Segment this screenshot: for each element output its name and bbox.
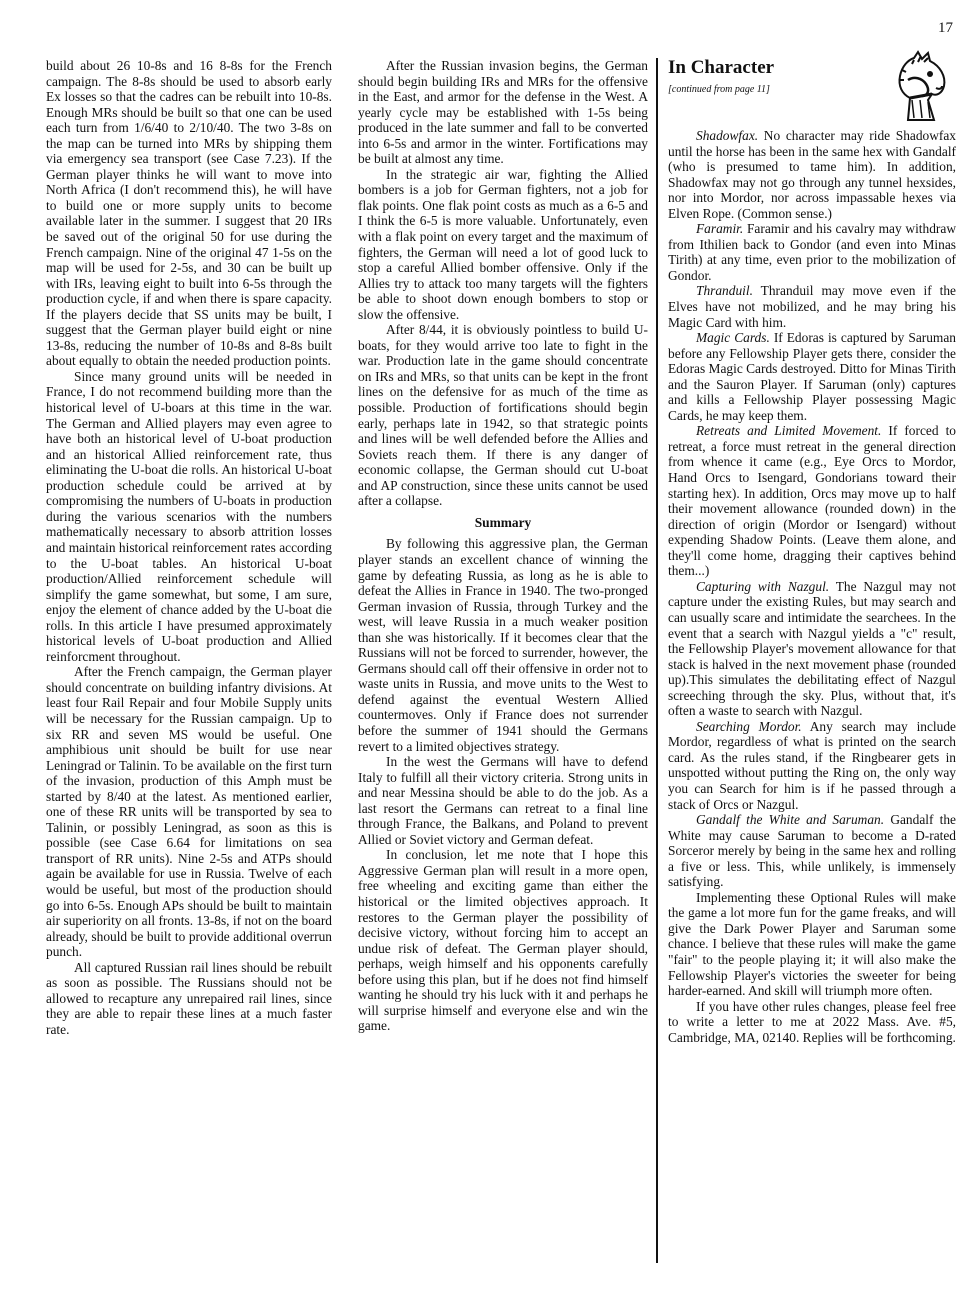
rule-lead: Capturing with Nazgul. [696,578,830,594]
rule-text: Any search may include Mordor, regardless of what is printed on the search card. As the rules stand, if the Ringbearer gets in unspotted without putting the Ring on, the only way you can Search for him is if he passed through a stack of Orcs or Nazgul. [668,718,956,812]
rule-lead: Faramir. [696,221,744,237]
paragraph: By following this aggressive plan, the German player stands an excellent chance of winning the game by defeating Russia, as long as he is able to defeat the Allies in France in 1940. The two-pronged German invasion of Russia, through Turkey and the west, will leave Russia in a much weaker position than she was historically. If it becomes clear that the Russians will not be forced to surrender, however, the Germans should call off their offensive in order not to waste units in Russia, and move units to the West to defend against the eventual Western Allied countermoves. Only if France does not surrender before the summer of 1941 should the Germans revert to a limited objectives strategy. [358,536,648,754]
paragraph [668,283,956,330]
paragraph: In the strategic air war, fighting the Allied bombers is a job for German fighters, not a job for flak points. One flak point costs as much as a 6-5 and I think the 6-5 is more valuable. Unfortunately, even with a flak point on every target and the maximum of fighters, the German will need a lot of good luck to stop a careful Allied bomber offensive. Only if the Allies try to attack too many targets will the fighters be able to shoot down enough bombers to stop or slow the offensive. [358,166,648,322]
rule-text: Thranduil may move even if the Elves have not mobilized, and he may bring his Magic Card with him. [668,283,956,330]
continued-note: [continued from page 11] [668,84,770,95]
paragraph [668,812,956,890]
section-heading: Summary [474,514,532,530]
rule-text: If Edoras is captured by Saruman before any Fellowship Player gets there, consider the Edoras Magic Cards destroyed. Ditto for Minas Tirith and the Sauron Player. If Saruman (only) captures and kills a Fellowship Player possessing Magic Cards, he may keep them. [668,330,956,423]
paragraph: After 8/44, it is obviously pointless to build U-boats, for they would arrive too late to fight in the war. Production late in the game should concentrate on IRs and MRs, so that units can be kept in the front lines on the defensive for as much of the time as possible. Production of fortifications should begin early, perhaps late in 1942, so that strategic points and lines will be well defended before the Allies and Soviets reach them. If there is any danger of economic collapse, the German should cut U-boat and AP construction, since these units cannot be used after a collapse. [358,322,648,509]
column-sidebar [668,58,956,1045]
paragraph: In conclusion, let me note that I hope this Aggressive German plan will result in a more open, free wheeling and exciting game than either the historical or the limited objectives approach. It restores to the German player the possibility of decisive victory, without forcing him to accept an undue risk of defeat. The German player should, perhaps, weigh himself and his opponents carefully before using this plan, but if he does not find himself wanting he should try his luck with it and perhaps he will surprise himself and everyone else and win the game. [358,847,648,1034]
paragraph: In the west the Germans will have to defend Italy to fulfill all their victory criteria. Strong units in and near Messina should be able to do the job. As a last resort the Germans can retreat to a final line through France, the Balkans, and Poland to prevent Allied or Soviet victory and German defeat. [358,754,648,847]
sidebar-title: In Character [668,57,775,78]
rule-lead: Thranduil. [696,283,753,299]
rule-text: If forced to retreat, a force must retreat in the general direction from whence it came (e.g., Eye Orcs to Mordor, Hand Orcs to Isengard, Gondorians toward their starting hex). In addition, Orcs may move up to half their movement allowance (rounded down) in the direction of origin (Mordor or Isengard) without expending Shadow Points. (Leave them alone, and they'll come home, dragging their captives behind them...) [668,423,956,579]
rule-lead: Retreats and Limited Movement. [696,423,882,439]
paragraph [668,128,956,221]
page-number: 17 [938,20,953,36]
rule-text: Implementing these Optional Rules will make the game a lot more fun for the game freaks, and will give the Dark Power Player and Saruman some chance. I believe that these rules will make the game "fair" to the people playing it; it will also make the Fellowship Player's victories the sweeter for being harder-earned. And skill will triumph more often. [668,889,956,999]
column-left [46,58,332,1037]
paragraph: All captured Russian rail lines should be rebuilt as soon as possible. The Russians should not be allowed to recapture any unrepaired rail lines, since they are able to repair these lines at a much faster rate. [46,959,332,1037]
paragraph: After the French campaign, the German player should concentrate on building infantry divisions. At least four Rail Repair and four Mobile Supply units will be necessary for the Russian campaign. Up to six RR and seven MS would be useful. One amphibious unit should be built for use near Leningrad or Talinin. To be available on the first turn of the invasion, production of this Amph must be started by 8/40 at the latest. As mentioned earlier, one of these RR units will be transported by sea to Talinin, or possibly Leningrad, as soon as this is possible (see Case 6.64 for limitations on sea transport of RR units). Nine 2-5s and ATPs should again be available for use in Russia. Twelve of each would be useful, but most of the production should go into 6-5s. Enough APs should be built to maintain air superiority on all fronts. 13-8s, if not on the board already, should be built to provide additional overrun punch. [46,664,332,960]
sidebar-divider [656,58,658,1263]
rule-text: No character may ride Shadowfax until the horse has been in the same hex with Gandalf (who is presumed to tame him). In addition, Shadowfax may not go through any tunnel hexsides, nor into Mordor, nor across impassable hexes via Elven Rope. (Common sense.) [668,128,956,221]
paragraph [668,999,956,1046]
rule-lead: Shadowfax. [696,128,759,143]
rule-text: The Nazgul may not capture under the existing Rules, but may search and can usually scare and intimidate the searchees. In the event that a search with Nazgul yields a "c" result, the Fellowship Player's movement allowance for that stack is halved in the next movement phase (rounded up).This simulates the debilitating effect of Nazgul screeching through the sky. Plus, without that, it's often a waste to search with Nazgul. [668,578,956,719]
paragraph [668,330,956,423]
column-middle [358,58,648,1034]
paragraph [668,719,956,812]
paragraph [668,890,956,999]
rule-text: Gandalf the White may cause Saruman to become a D-rated Sorceror merely by being in the same hex and rolling a five or less. This, while unlikely, is immensely satisfying. [668,812,957,890]
horse-head-icon [888,50,956,122]
paragraph [668,221,956,283]
rule-lead: Gandalf the White and Saruman. [696,812,885,828]
paragraph [668,579,956,719]
rule-lead: Searching Mordor. [696,718,802,734]
paragraph [668,423,956,578]
sidebar-header [668,58,956,128]
paragraph: build about 26 10-8s and 16 8-8s for the French campaign. The 8-8s should be used to absorb early Ex losses so that the cadres can be rebuilt into 10-8s. Enough MRs should be built so that one can be used each turn from 1/6/40 to 2/10/40. The two 3-8s on the map can be turned into MRs by shipping them via emergency sea transport (see Case 7.23). If the German player thinks he will want to move into North Africa (I don't recommend this), he will have to build one or more supply units to become available later in the summer. I suggest that 20 IRs be saved out of the original 50 for use during the French campaign. Nine of the original 47 1-5s on the map will be used for 2-5s, and 30 can be built up with IRs, leaving eight to built into 6-5s through the production cycle, if and when there is spare capacity. If the players decide that SS units may be built, I suggest that the German player build eight or nine 13-8s, reducing the number of 10-8s and 8-8s built about equally to obtain the needed production points. [46,58,332,369]
paragraph: Since many ground units will be needed in France, I do not recommend building more than the historical level of U-boars at this time in the war. The German and Allied players may even agree to have both an historical level of U-boat production and an historical Allied reinforcement rate, thus eliminating the U-boat die rolls. An historical U-boat production schedule could be arrived at by compromising the numbers of U-boats in production during the various scenarios with the numbers mathematically necessary to absorb attrition losses and maintain historical reinforcement rates according to the U-boat tables. An historical U-boat production/Allied reinforcement schedule will simplify the game somewhat, but some, I am sure, enjoy the element of chance added by the U-boat die rolls. In this article I have presumed approximately historical levels of U-boat production and Allied reinforcment throughout. [46,368,332,664]
rule-text: If you have other rules changes, please feel free to write a letter to me at 2022 Mass. Ave. #5, Cambridge, MA, 02140. Replies will be forthcoming. [668,998,956,1045]
paragraph: After the Russian invasion begins, the German should begin building IRs and MRs for the offensive in the East, and armor for the defense in the West. A yearly cycle may be established with 1-5s being produced in the late summer and fall to be converted into 6-5s and armor in the winter. Fortifications may be built at almost any time. [358,58,648,167]
rule-text: Faramir and his cavalry may withdraw from Ithilien back to Gondor (and even into Minas Tirith) at any time, even prior to the mobilization of Gondor. [668,221,956,283]
rule-lead: Magic Cards. [696,330,770,346]
